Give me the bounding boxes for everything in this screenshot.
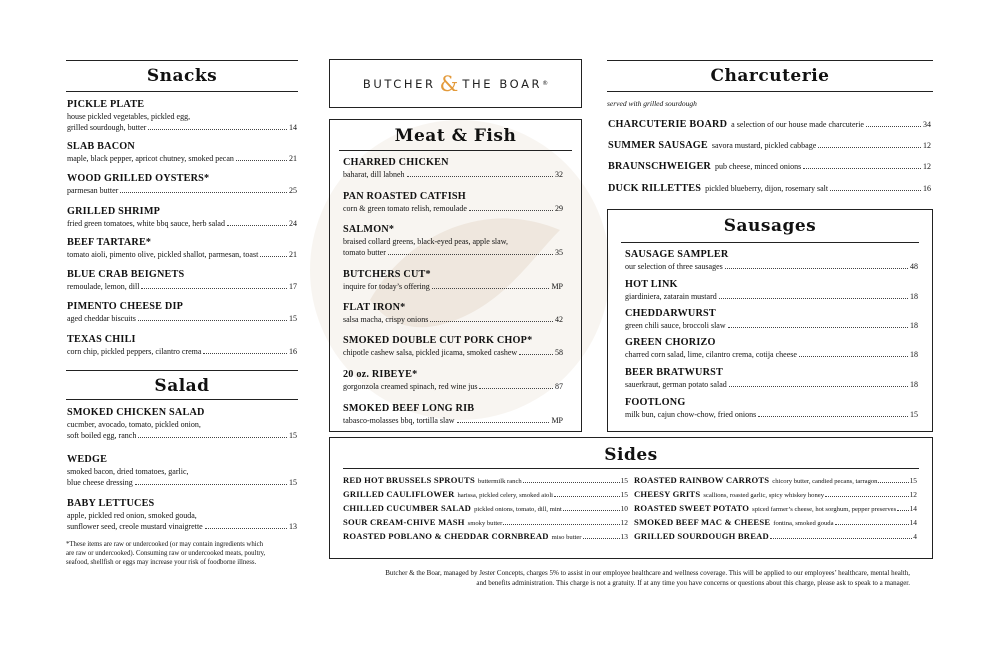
charcuterie-item bbox=[608, 182, 931, 195]
dot-leader bbox=[519, 354, 553, 355]
charcuterie-subtitle: served with grilled sourdough bbox=[607, 99, 697, 108]
item-description bbox=[67, 122, 297, 133]
item-description bbox=[343, 347, 563, 358]
description-text: tomato butter bbox=[343, 248, 386, 257]
description-text: smoked bacon, dried tomatoes, garlic, bbox=[67, 467, 189, 476]
dot-leader bbox=[503, 524, 619, 525]
item-price: 14 bbox=[909, 518, 917, 527]
item-name: BEEF TARTARE* bbox=[67, 237, 152, 248]
item-name: SMOKED BEEF MAC & CHEESE bbox=[634, 517, 771, 527]
item-price: 18 bbox=[910, 380, 918, 389]
sausages-heading: Sausages bbox=[723, 216, 817, 236]
item-description: smoky butter bbox=[467, 520, 503, 527]
item-price: 48 bbox=[910, 262, 918, 271]
dot-leader bbox=[835, 524, 909, 525]
item-price: 12 bbox=[909, 490, 917, 499]
menu-item bbox=[343, 302, 563, 325]
dot-leader bbox=[818, 147, 921, 148]
item-description bbox=[67, 313, 297, 324]
item-name: CHARRED CHICKEN bbox=[343, 157, 449, 168]
menu-item bbox=[343, 269, 563, 292]
item-name: ROASTED RAINBOW CARROTS bbox=[634, 475, 770, 485]
description-text: remoulade, lemon, dill bbox=[67, 282, 140, 291]
item-description bbox=[625, 291, 918, 302]
item-name: BABY LETTUCES bbox=[67, 498, 155, 509]
dot-leader bbox=[203, 353, 287, 354]
charcuterie-heading: Charcuterie bbox=[710, 66, 830, 86]
item-description bbox=[343, 203, 563, 214]
sides-heading: Sides bbox=[604, 445, 658, 465]
item-name: DUCK RILLETTES bbox=[608, 183, 702, 194]
description-text: blue cheese dressing bbox=[67, 478, 133, 487]
item-name: SLAB BACON bbox=[67, 141, 135, 152]
item-price: 15 bbox=[289, 314, 297, 323]
item-name: SMOKED CHICKEN SALAD bbox=[67, 407, 205, 418]
item-description bbox=[343, 314, 563, 325]
item-price: 35 bbox=[555, 248, 563, 257]
menu-item bbox=[67, 407, 297, 441]
item-price: 15 bbox=[289, 478, 297, 487]
side-item bbox=[343, 475, 628, 489]
item-name: WOOD GRILLED OYSTERS* bbox=[67, 173, 210, 184]
description-text: apple, pickled red onion, smoked gouda, bbox=[67, 511, 197, 520]
menu-item bbox=[625, 308, 918, 331]
item-name: PAN ROASTED CATFISH bbox=[343, 191, 466, 202]
item-price: 58 bbox=[555, 348, 563, 357]
item-price: 16 bbox=[289, 347, 297, 356]
item-price: 13 bbox=[620, 532, 628, 541]
dot-leader bbox=[719, 298, 908, 299]
item-description: savora mustard, pickled cabbage bbox=[711, 141, 817, 150]
item-price: 42 bbox=[555, 315, 563, 324]
dot-leader bbox=[457, 422, 550, 423]
menu-item bbox=[625, 337, 918, 360]
description-text: salsa macha, crispy onions bbox=[343, 315, 429, 324]
item-price: 18 bbox=[910, 292, 918, 301]
item-name: 20 oz. RIBEYE* bbox=[343, 369, 418, 380]
item-price: 12 bbox=[620, 518, 628, 527]
menu-item bbox=[625, 279, 918, 302]
item-name: SUMMER SAUSAGE bbox=[608, 140, 708, 151]
description-text: baharat, dill labneh bbox=[343, 170, 405, 179]
dot-leader bbox=[583, 538, 620, 539]
dot-leader bbox=[148, 129, 287, 130]
dot-leader bbox=[825, 496, 909, 497]
item-description: scallions, roasted garlic, spicy whiskey honey bbox=[703, 492, 825, 499]
description-text: maple, black pepper, apricot chutney, smoked pecan bbox=[67, 154, 234, 163]
item-name: BEER BRATWURST bbox=[625, 367, 723, 378]
item-price: 4 bbox=[913, 532, 917, 541]
item-price: 15 bbox=[620, 490, 628, 499]
item-description bbox=[67, 153, 297, 164]
service-charge-note: Butcher & the Boar, managed by Jester Concepts, charges 5% to assist in our employee healthcare and wellness coverage. This will be applied to our employees’ healthcare, mental health, and benefits administration. This charge is not a gratuity. If at any time you have concerns or questions about this charge, please ask to speak to a manager. bbox=[385, 569, 910, 587]
menu-item bbox=[67, 206, 297, 229]
item-price: 24 bbox=[289, 219, 297, 228]
item-name: GREEN CHORIZO bbox=[625, 337, 716, 348]
item-name: TEXAS CHILI bbox=[67, 334, 136, 345]
description-text: tabasco-molasses bbq, tortilla slaw bbox=[343, 416, 455, 425]
dot-leader bbox=[897, 510, 908, 511]
charcuterie-item bbox=[608, 118, 931, 131]
dot-leader bbox=[729, 386, 908, 387]
dot-leader bbox=[554, 496, 620, 497]
item-description bbox=[343, 247, 563, 258]
sides-left-column bbox=[343, 475, 628, 545]
description-text: house pickled vegetables, pickled egg, bbox=[67, 112, 191, 121]
menu-item bbox=[343, 335, 563, 358]
item-price: 34 bbox=[923, 120, 931, 129]
menu-item bbox=[343, 224, 563, 258]
item-name: BRAUNSCHWEIGER bbox=[608, 161, 711, 172]
menu-item bbox=[67, 454, 297, 488]
item-price: 18 bbox=[910, 350, 918, 359]
salad-heading: Salad bbox=[154, 376, 210, 396]
item-description bbox=[67, 521, 297, 532]
dot-leader bbox=[479, 388, 553, 389]
item-price: 15 bbox=[909, 476, 917, 485]
dot-leader bbox=[523, 482, 620, 483]
menu-item bbox=[67, 334, 297, 357]
description-text: corn & green tomato relish, remoulade bbox=[343, 204, 467, 213]
item-price: 25 bbox=[289, 186, 297, 195]
item-price: 29 bbox=[555, 204, 563, 213]
item-name: SMOKED DOUBLE CUT PORK CHOP* bbox=[343, 335, 533, 346]
dot-leader bbox=[803, 168, 921, 169]
side-item bbox=[634, 517, 917, 531]
item-name: SOUR CREAM-CHIVE MASH bbox=[343, 517, 465, 527]
menu-item bbox=[343, 369, 563, 392]
description-text: inquire for today’s offering bbox=[343, 282, 430, 291]
dot-leader bbox=[227, 225, 287, 226]
description-text: sunflower seed, creole mustard vinaigrette bbox=[67, 522, 203, 531]
charcuterie-item bbox=[608, 160, 931, 173]
item-name: HOT LINK bbox=[625, 279, 678, 290]
dot-leader bbox=[135, 484, 287, 485]
description-text: cucmber, avocado, tomato, pickled onion, bbox=[67, 420, 201, 429]
sides-right-column bbox=[634, 475, 917, 545]
description-text: grilled sourdough, butter bbox=[67, 123, 147, 132]
dot-leader bbox=[866, 126, 921, 127]
item-price: 13 bbox=[289, 522, 297, 531]
item-description bbox=[67, 218, 297, 229]
description-text: parmesan butter bbox=[67, 186, 119, 195]
item-price: MP bbox=[551, 282, 563, 291]
item-price: 14 bbox=[289, 123, 297, 132]
item-name: ROASTED POBLANO & CHEDDAR CORNBREAD bbox=[343, 531, 549, 541]
item-name: BUTCHERS CUT* bbox=[343, 269, 431, 280]
item-description bbox=[625, 320, 918, 331]
item-name: RED HOT BRUSSELS SPROUTS bbox=[343, 475, 475, 485]
item-price: 14 bbox=[909, 504, 917, 513]
item-description: miso butter bbox=[551, 534, 582, 541]
item-description: harissa, pickled celery, smoked aioli bbox=[457, 492, 553, 499]
item-name: CHARCUTERIE BOARD bbox=[608, 119, 728, 130]
menu-item bbox=[67, 498, 297, 532]
dot-leader bbox=[205, 528, 287, 529]
item-description: pub cheese, minced onions bbox=[715, 162, 802, 171]
item-name: BLUE CRAB BEIGNETS bbox=[67, 269, 185, 280]
item-description bbox=[343, 381, 563, 392]
side-item bbox=[343, 489, 628, 503]
menu-item bbox=[67, 301, 297, 324]
description-text: gorgonzola creamed spinach, red wine jus bbox=[343, 382, 478, 391]
description-text: our selection of three sausages bbox=[625, 262, 723, 271]
menu-item bbox=[67, 269, 297, 292]
item-description: pickled blueberry, dijon, rosemary salt bbox=[705, 184, 829, 193]
item-description bbox=[625, 261, 918, 272]
item-price: 15 bbox=[620, 476, 628, 485]
menu-item bbox=[625, 249, 918, 272]
meatfish-heading: Meat & Fish bbox=[394, 126, 517, 146]
menu-item bbox=[67, 141, 297, 164]
item-price: 32 bbox=[555, 170, 563, 179]
item-description bbox=[625, 349, 918, 360]
item-description bbox=[625, 379, 918, 390]
item-description bbox=[625, 409, 918, 420]
menu-item bbox=[343, 403, 563, 426]
item-description bbox=[67, 185, 297, 196]
description-text: soft boiled egg, ranch bbox=[67, 431, 137, 440]
description-text: chipotle cashew salsa, pickled jicama, smoked cashew bbox=[343, 348, 518, 357]
menu-item bbox=[625, 367, 918, 390]
item-price: 15 bbox=[910, 410, 918, 419]
dot-leader bbox=[728, 327, 908, 328]
description-text: tomato aioli, pimento olive, pickled shallot, parmesan, toast bbox=[67, 250, 259, 259]
item-name: GRILLED CAULIFLOWER bbox=[343, 489, 455, 499]
description-text: aged cheddar biscuits bbox=[67, 314, 136, 323]
item-price: 87 bbox=[555, 382, 563, 391]
item-name: PICKLE PLATE bbox=[67, 99, 145, 110]
item-description bbox=[67, 249, 297, 260]
item-description bbox=[67, 346, 297, 357]
item-description bbox=[343, 281, 563, 292]
description-text: fried green tomatoes, white bbq sauce, herb salad bbox=[67, 219, 225, 228]
side-item bbox=[634, 531, 917, 545]
item-description bbox=[67, 281, 297, 292]
item-description bbox=[343, 169, 563, 180]
item-price: 16 bbox=[923, 184, 931, 193]
item-name: GRILLED SOURDOUGH BREAD bbox=[634, 531, 769, 541]
item-price: 12 bbox=[923, 162, 931, 171]
description-text: charred corn salad, lime, cilantro crema, cotija cheese bbox=[625, 350, 797, 359]
side-item bbox=[634, 489, 917, 503]
item-name: CHEESY GRITS bbox=[634, 489, 701, 499]
dot-leader bbox=[138, 437, 287, 438]
item-price: 15 bbox=[289, 431, 297, 440]
dot-leader bbox=[407, 176, 553, 177]
item-price: 10 bbox=[620, 504, 628, 513]
description-text: sauerkraut, german potato salad bbox=[625, 380, 727, 389]
menu-item bbox=[67, 173, 297, 196]
menu-item bbox=[343, 191, 563, 214]
item-description bbox=[67, 477, 297, 488]
item-description: a selection of our house made charcuterie bbox=[731, 120, 864, 129]
item-name: WEDGE bbox=[67, 454, 108, 465]
brand-logo: BUTCHER & THE BOAR ® bbox=[362, 71, 549, 96]
item-name: GRILLED SHRIMP bbox=[67, 206, 161, 217]
side-item bbox=[634, 475, 917, 489]
description-text: corn chip, pickled peppers, cilantro crema bbox=[67, 347, 202, 356]
snacks-heading: Snacks bbox=[146, 66, 218, 86]
raw-food-disclaimer: *These items are raw or undercooked (or may contain ingredients which are raw or undercooked). Consuming raw or undercooked meats, poultry, seafood, shellfish or eggs may increase your risk of foodborne illness. bbox=[66, 541, 266, 566]
charcuterie-item bbox=[608, 139, 931, 152]
item-description bbox=[67, 430, 297, 441]
description-text: braised collard greens, black-eyed peas, apple slaw, bbox=[343, 237, 508, 246]
dot-leader bbox=[758, 416, 908, 417]
dot-leader bbox=[563, 510, 620, 511]
item-description: pickled onions, tomato, dill, mint bbox=[474, 506, 562, 513]
item-name: SMOKED BEEF LONG RIB bbox=[343, 403, 475, 414]
item-name: PIMENTO CHEESE DIP bbox=[67, 301, 184, 312]
side-item bbox=[343, 517, 628, 531]
item-name: FOOTLONG bbox=[625, 397, 686, 408]
item-name: CHEDDARWURST bbox=[625, 308, 716, 319]
item-description bbox=[343, 415, 563, 426]
dot-leader bbox=[469, 210, 553, 211]
item-description: buttermilk ranch bbox=[477, 478, 522, 485]
side-item bbox=[343, 503, 628, 517]
dot-leader bbox=[799, 356, 908, 357]
menu-item bbox=[67, 99, 297, 133]
dot-leader bbox=[141, 288, 287, 289]
menu-item bbox=[67, 237, 297, 260]
dot-leader bbox=[138, 320, 287, 321]
item-description: spiced farmer’s cheese, hot sorghum, pepper preserves bbox=[752, 506, 897, 513]
dot-leader bbox=[830, 190, 921, 191]
dot-leader bbox=[430, 321, 553, 322]
item-name: SAUSAGE SAMPLER bbox=[625, 249, 729, 260]
item-description: fontina, smoked gouda bbox=[773, 520, 834, 527]
dot-leader bbox=[388, 254, 553, 255]
item-price: 21 bbox=[289, 154, 297, 163]
dot-leader bbox=[236, 160, 287, 161]
item-price: 17 bbox=[289, 282, 297, 291]
side-item bbox=[343, 531, 628, 545]
menu-item bbox=[625, 397, 918, 420]
item-price: 12 bbox=[923, 141, 931, 150]
item-price: 21 bbox=[289, 250, 297, 259]
description-text: green chili sauce, broccoli slaw bbox=[625, 321, 726, 330]
dot-leader bbox=[260, 256, 287, 257]
dot-leader bbox=[878, 482, 908, 483]
item-price: MP bbox=[551, 416, 563, 425]
item-price: 18 bbox=[910, 321, 918, 330]
dot-leader bbox=[725, 268, 908, 269]
description-text: milk bun, cajun chow-chow, fried onions bbox=[625, 410, 757, 419]
item-name: ROASTED SWEET POTATO bbox=[634, 503, 750, 513]
item-name: SALMON* bbox=[343, 224, 395, 235]
dot-leader bbox=[120, 192, 287, 193]
side-item bbox=[634, 503, 917, 517]
menu-item bbox=[343, 157, 563, 180]
dot-leader bbox=[432, 288, 550, 289]
item-name: FLAT IRON* bbox=[343, 302, 406, 313]
item-description: chicory butter, candied pecans, tarragon bbox=[772, 478, 878, 485]
dot-leader bbox=[770, 538, 912, 539]
description-text: giardiniera, zatarain mustard bbox=[625, 292, 717, 301]
item-name: CHILLED CUCUMBER SALAD bbox=[343, 503, 472, 513]
